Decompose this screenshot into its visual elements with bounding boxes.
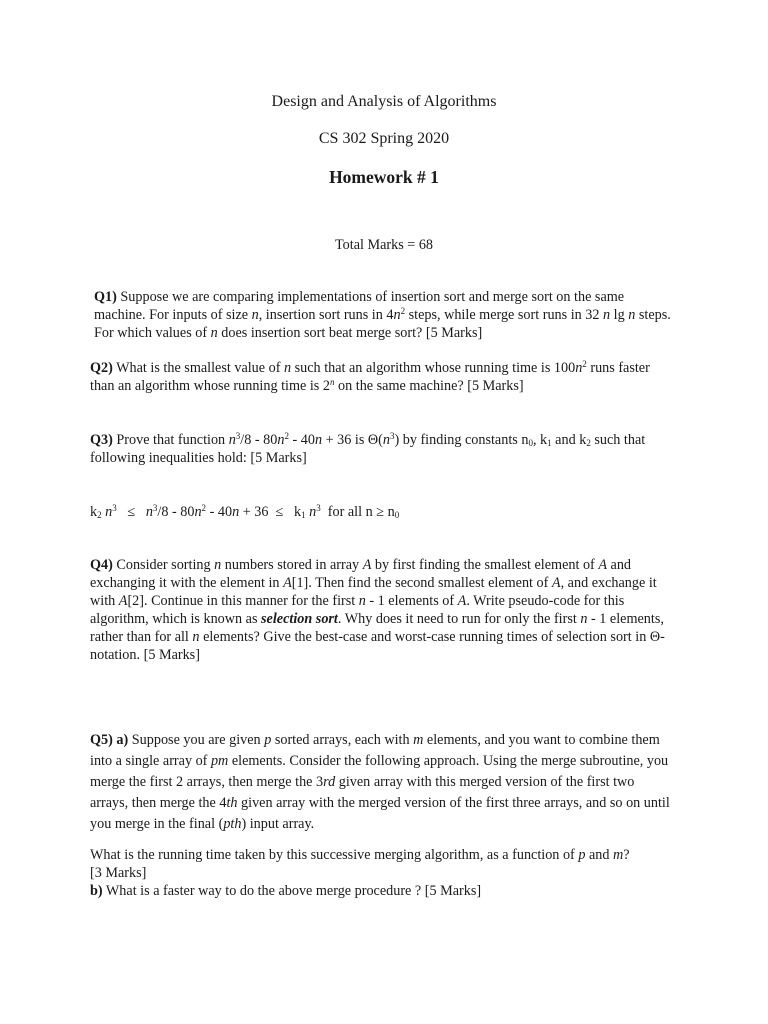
- course-code: CS 302 Spring 2020: [318, 130, 450, 147]
- inequality: $k_2$ $n^3 \le n^3/8 - 80n^2 - 40n + 36 \le k_1$ $n^3$ for all $n \ge n_0$: [90, 503, 400, 520]
- question-3: Q3) Prove that function $n^3/8 - 80n^2 - 40n + 36$ is $\Theta(n^3)$ by finding constants $n_0$, $k_1$ and $k_2$ such that following inequalities hold: [5 Marks]: [90, 431, 646, 466]
- question-5-running-time: What is the running time taken by this successive merging algorithm, as a function of p and m? [3 Marks] b) What is a faster way to do the above merge procedure ? [5 Marks]: [90, 846, 680, 900]
- homework-title: Homework # 1: [329, 167, 439, 187]
- question-5: Q5) a) Suppose you are given p sorted arrays, each with m elements, and you want to combine them into a single array of pm elements. Consider the following approach. Using the merge subroutine, you merge the first 2 arrays, then merge the 3rd given array with this merged version of the first two arrays, then merge the 4th given array with the merged version of the first three arrays, and so on until you merge in the final (pth) input array.: [90, 732, 670, 832]
- question-1: Q1) Suppose we are comparing implementations of insertion sort and merge sort on the same machine. For inputs of size n, insertion sort runs in $4n^2$ steps, while merge sort runs in 32 n lg n steps. For which values of n does insertion sort beat merge sort? [5 Marks]: [94, 289, 671, 341]
- q4-label: Q4): [90, 557, 113, 573]
- q5a-marks: [3 Marks]: [90, 865, 147, 881]
- q5b-label: b): [90, 883, 103, 899]
- q1-label: Q1): [94, 289, 117, 305]
- course-title: Design and Analysis of Algorithms: [271, 93, 497, 110]
- question-2: Q2) What is the smallest value of n such that an algorithm whose running time is $100n^2$ runs faster than an algorithm whose running time is 2$^n$ on the same machine? [5 Marks]: [90, 359, 650, 394]
- selection-sort-term: selection sort: [261, 611, 338, 627]
- q5-label: Q5) a): [90, 732, 129, 748]
- q2-label: Q2): [90, 360, 113, 376]
- question-4: Q4) Consider sorting n numbers stored in array A by first finding the smallest element of A and exchanging it with the element in A[1]. Then find the second smallest element of A, and exchange it with A[2]. Continue in this manner for the first n - 1 elements of A. Write pseudo-code for this algorithm, which is known as selection sort. Why does it need to run for only the first n - 1 elements, rather than for all n elements? Give the best-case and worst-case running times of selection sort in Θ-notation. [5 Marks]: [90, 557, 665, 663]
- q3-label: Q3): [90, 432, 113, 448]
- total-marks: Total Marks = 68: [334, 237, 434, 253]
